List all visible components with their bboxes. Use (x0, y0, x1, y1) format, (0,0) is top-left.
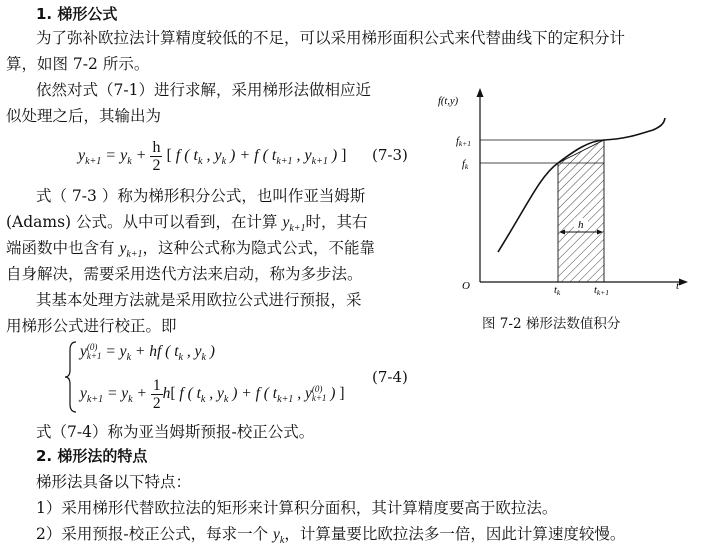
paragraph-3-line-3: 端函数中也含有 $y_{k+1}$，这种公式称为隐式公式，不能靠 (6, 239, 376, 261)
paragraph-2-line-2: 似处理之后，其输出为 (6, 107, 162, 125)
h-label: h (578, 219, 584, 231)
paragraph-6: 梯形法具备以下特点： (36, 473, 192, 491)
equation-7-4-number: (7-4) (372, 368, 408, 386)
equation-7-3-number: (7-3) (372, 146, 408, 164)
left-brace (64, 340, 78, 414)
section-1-title: 1. 梯形公式 (36, 5, 118, 23)
tk-label: tk (554, 285, 561, 297)
figure-caption: 图 7-2 梯形法数值积分 (482, 316, 621, 332)
equation-7-4-predictor: y (0) k+1 = $y_k$ + hf ( $t_k$ , $y_k$ ) (80, 342, 215, 364)
paragraph-3-line-4: 自身解决，需要采用迭代方法来启动，称为多步法。 (6, 265, 363, 283)
x-axis-arrow (679, 279, 688, 286)
paragraph-3-line-1: 式（ 7-3 ）称为梯形积分公式，也叫作亚当姆斯 (36, 187, 366, 205)
figure-7-2 (428, 84, 698, 324)
paragraph-1-line-1: 为了弥补欧拉法计算精度较低的不足，可以采用梯形面积公式来代替曲线下的定积分计 (36, 29, 626, 47)
trapezoid-area (558, 140, 604, 282)
paragraph-1-line-2: 算，如图 7-2 所示。 (6, 55, 150, 73)
y-axis-label: f(t,y) (438, 96, 459, 107)
paragraph-5: 式（7-4）称为亚当姆斯预报-校正公式。 (36, 423, 315, 441)
paragraph-4-line-2: 用梯形公式进行校正。即 (6, 317, 177, 335)
tk1-label: tk+1 (594, 285, 610, 297)
fk1-label: fk+1 (456, 136, 472, 148)
paragraph-4-line-1: 其基本处理方法就是采用欧拉公式进行预报，采 (36, 291, 362, 309)
origin-label: O (462, 280, 470, 292)
list-item-1: 1）采用梯形代替欧拉法的矩形来计算积分面积，其计算精度要高于欧拉法。 (36, 499, 558, 517)
equation-7-3: $y_{k+1} = y_k$ + $\frac{h}{2}$ [ f ( $t_k$ , $y_k$ ) + f ( $t_{k+1}$ , $y_{k+1}$ ) ] (78, 138, 347, 174)
x-axis-label: t (676, 280, 680, 292)
y-axis-arrow (477, 88, 484, 97)
paragraph-2-line-1: 依然对式（7-1）进行求解，采用梯形法做相应近 (36, 81, 371, 99)
list-item-2: 2）采用预报-校正公式，每求一个 $y_k$，计算量要比欧拉法多一倍，因此计算速度较慢。 (36, 525, 626, 547)
paragraph-3-line-2: (Adams) 公式。从中可以看到，在计算 $y_{k+1}$时，其右 (6, 213, 368, 235)
section-2-title: 2. 梯形法的特点 (36, 447, 148, 465)
equation-7-4-corrector: $y_{k+1} = y_k$ + $\frac{1}{2}$ h[ f ( $t_k$ , $y_k$ ) + f ( $t_{k+1}$ , y (0) k+1 ) ] (80, 376, 345, 412)
equation-7-4 (64, 340, 364, 414)
fk-label: fk (462, 159, 469, 171)
